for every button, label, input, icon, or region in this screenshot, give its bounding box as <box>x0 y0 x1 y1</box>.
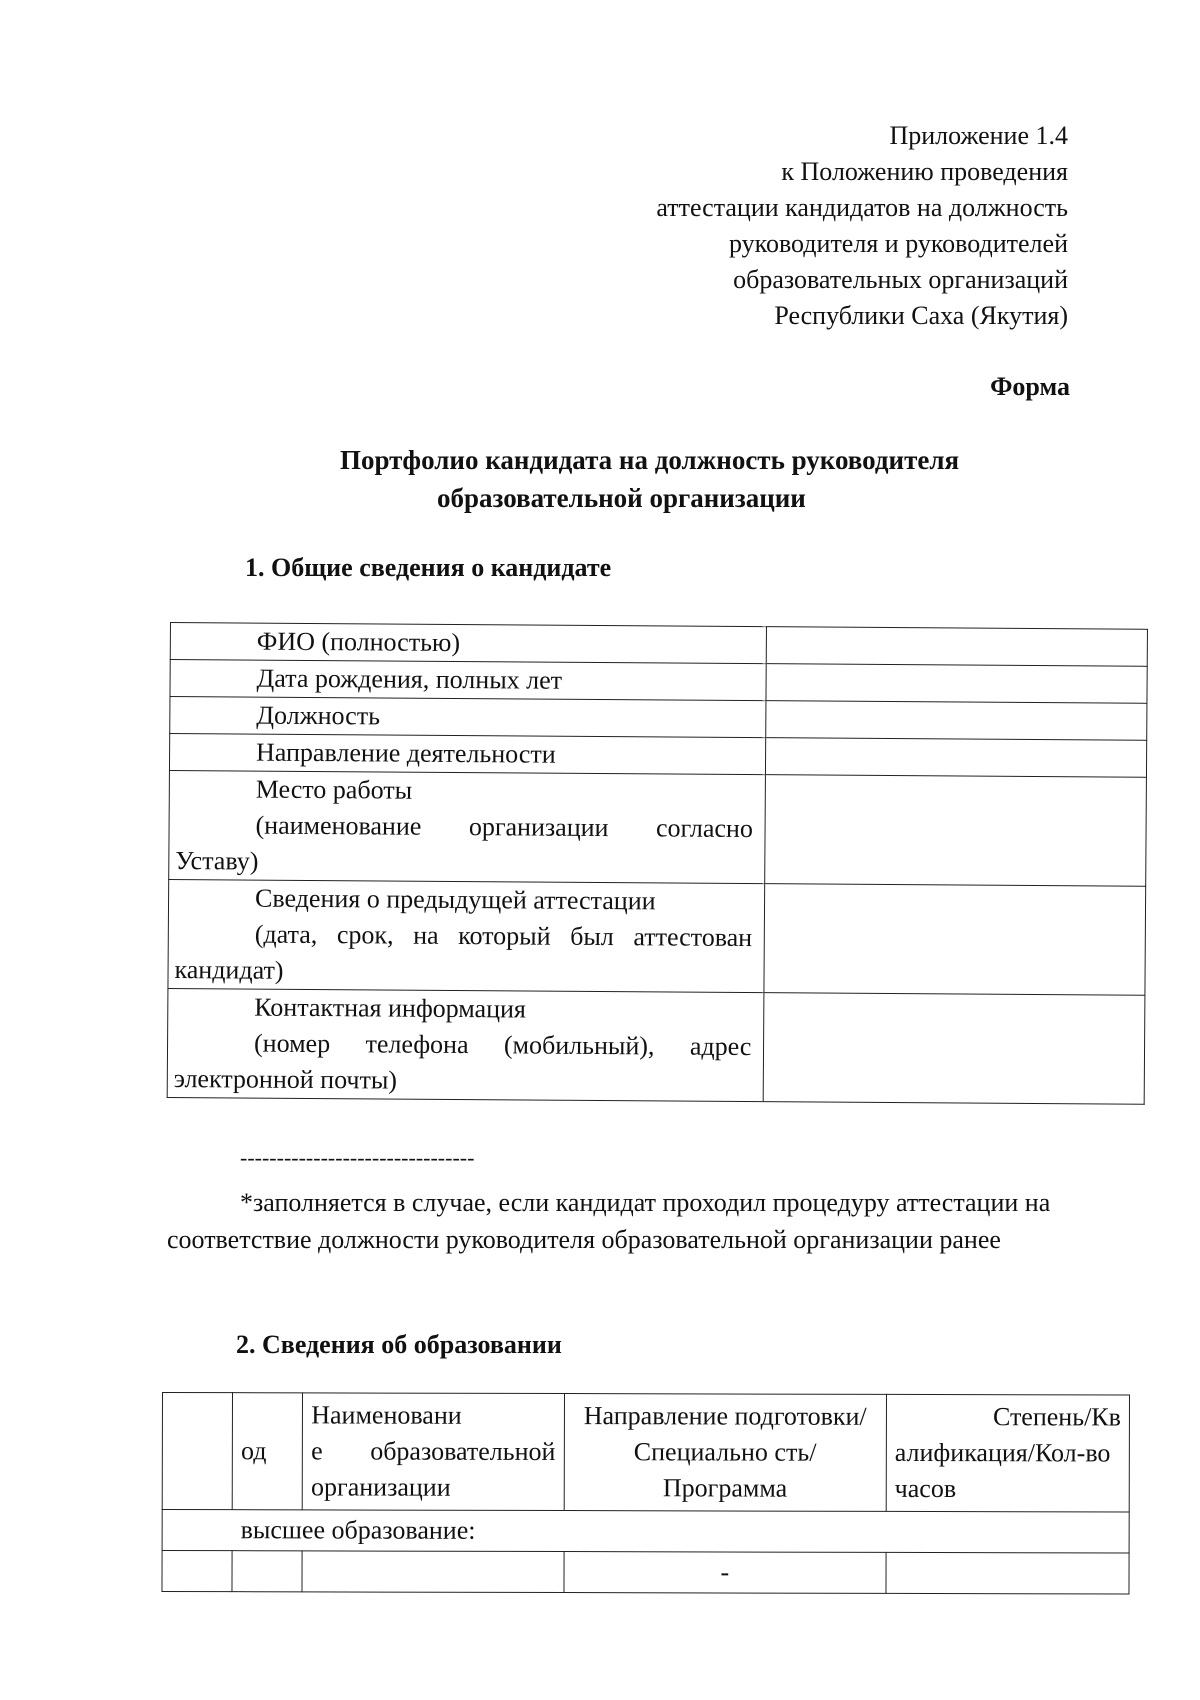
education-table <box>161 1392 1130 1595</box>
row-label <box>168 879 765 992</box>
form-label: Форма <box>990 372 1070 401</box>
table-subheader-row <box>162 1510 1129 1554</box>
table-row <box>170 623 1147 667</box>
row-label-text: Контактная информация <box>254 992 527 1024</box>
header-institution-rest: е образовательной организации <box>311 1436 556 1502</box>
row-label <box>170 660 767 701</box>
section-2-heading: 2. Сведения об образовании <box>236 1330 562 1359</box>
row-label-subtext: (дата, срок, на который был аттестован <box>254 919 753 953</box>
table-cell[interactable] <box>232 1551 302 1592</box>
header-cell-index <box>162 1393 232 1510</box>
table-row <box>170 697 1147 741</box>
row-label <box>169 770 766 883</box>
header-institution-line1: Наименовани <box>311 1400 462 1430</box>
row-value-field[interactable] <box>766 738 1147 778</box>
table-row <box>169 770 1147 886</box>
table-row <box>162 1551 1129 1595</box>
appendix-reference <box>508 118 1068 334</box>
row-label-text: Дата рождения, полных лет <box>256 663 563 695</box>
table-cell[interactable]: - <box>564 1552 886 1594</box>
table-cell[interactable] <box>886 1552 1129 1594</box>
title-line-2: образовательной организации <box>437 483 806 513</box>
row-label-text: Место работы <box>255 774 413 805</box>
header-cell-institution <box>303 1393 565 1511</box>
footnote-text: *заполняется в случае, если кандидат проходил процедуру аттестации на соответствие должности руководителя образовательной организации ранее <box>167 1188 1051 1254</box>
header-cell-program: Направление подготовки/Специально сть/Программа <box>564 1394 887 1512</box>
header-qualification-line1: Степень/Кв <box>992 1402 1121 1432</box>
appendix-line: Приложение 1.4 <box>889 121 1068 150</box>
row-label <box>169 734 766 775</box>
row-value-field[interactable] <box>766 701 1147 741</box>
subheader-cell: высшее образование: <box>162 1510 1129 1554</box>
header-cell-qualification <box>886 1394 1129 1512</box>
row-label <box>170 623 767 664</box>
row-label-text: Должность <box>256 700 381 731</box>
row-label-text: Направление деятельности <box>255 737 556 769</box>
appendix-line: руководителя и руководителей <box>728 229 1068 258</box>
appendix-line: Республики Саха (Якутия) <box>774 301 1068 330</box>
row-label-subtext-end: кандидат) <box>174 955 284 985</box>
row-label-text: ФИО (полностью) <box>256 626 461 658</box>
footnote-separator: -------------------------------- <box>240 1145 475 1170</box>
table-cell[interactable] <box>162 1551 232 1592</box>
header-qualification-rest: алификация/Кол-во часов <box>894 1437 1111 1504</box>
row-label-subtext-end: Уставу) <box>175 846 259 876</box>
candidate-info-table <box>167 622 1148 1105</box>
table-row <box>168 879 1146 995</box>
row-label <box>170 697 767 738</box>
row-value-field[interactable] <box>764 993 1145 1105</box>
header-cell-year: од <box>232 1393 302 1510</box>
row-value-field[interactable] <box>767 627 1148 667</box>
row-label-subtext: (номер телефона (мобильный), адрес <box>253 1028 752 1062</box>
row-label-subtext-end: электронной почты) <box>173 1064 398 1095</box>
table-cell[interactable] <box>302 1551 563 1593</box>
row-value-field[interactable] <box>766 664 1147 704</box>
table-row <box>169 734 1146 778</box>
row-label-subtext: (наименование организации согласно <box>255 810 754 844</box>
appendix-line: аттестации кандидатов на должность <box>656 193 1068 222</box>
table-header-row <box>162 1393 1129 1513</box>
row-label-text: Сведения о предыдущей аттестации <box>254 883 656 916</box>
title-line-1: Портфолио кандидата на должность руководителя <box>340 445 960 475</box>
row-value-field[interactable] <box>764 884 1145 996</box>
row-value-field[interactable] <box>765 775 1146 887</box>
row-label <box>167 988 764 1101</box>
table-row <box>170 660 1147 704</box>
section-1-heading: 1. Общие сведения о кандидате <box>245 553 612 582</box>
appendix-line: к Положению проведения <box>781 157 1068 186</box>
table-row <box>167 988 1145 1104</box>
document-title <box>340 441 1060 517</box>
appendix-line: образовательных организаций <box>733 265 1068 294</box>
